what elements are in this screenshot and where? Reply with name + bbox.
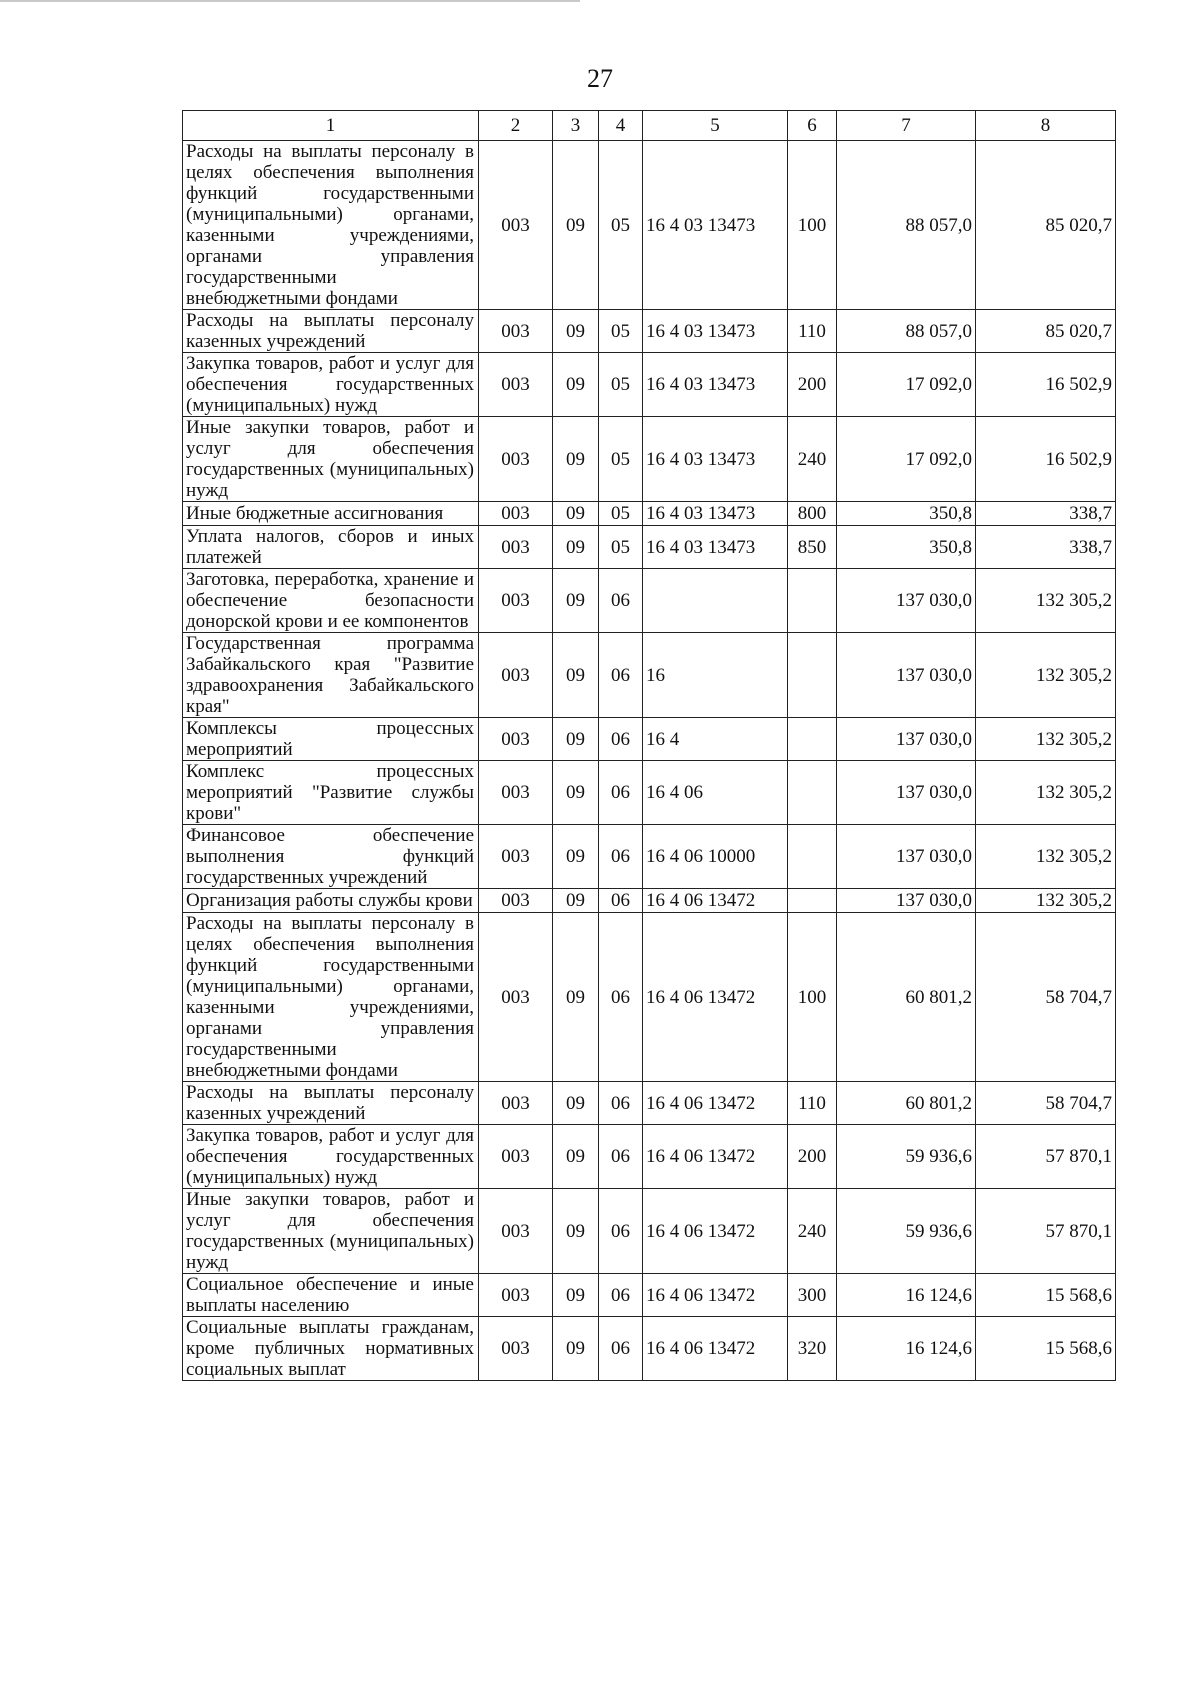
table-row <box>183 569 1116 633</box>
row-csr-cell: 16 4 03 13473 <box>643 417 788 502</box>
row-sum-2023-cell: 60 801,2 <box>837 1082 976 1125</box>
row-csr-cell: 16 4 06 13472 <box>643 889 788 913</box>
row-vr-cell <box>788 889 837 913</box>
row-vr-cell <box>788 569 837 633</box>
row-csr-cell: 16 4 06 13472 <box>643 913 788 1082</box>
row-pr-cell: 05 <box>599 141 643 310</box>
row-csr-cell <box>643 569 788 633</box>
row-pr-cell: 06 <box>599 1189 643 1274</box>
table-row <box>183 526 1116 569</box>
row-pr-cell: 06 <box>599 825 643 889</box>
table-row <box>183 825 1116 889</box>
row-rz-cell: 09 <box>553 141 599 310</box>
row-sum-2023-cell: 16 124,6 <box>837 1274 976 1317</box>
row-sum-2024-cell: 58 704,7 <box>976 1082 1116 1125</box>
row-rz-cell: 09 <box>553 633 599 718</box>
row-sum-2023-cell: 137 030,0 <box>837 825 976 889</box>
row-sum-2024-cell: 132 305,2 <box>976 718 1116 761</box>
row-vr-cell: 200 <box>788 353 837 417</box>
row-name-cell: Комплексы процессных мероприятий <box>183 718 479 761</box>
row-pr-cell: 06 <box>599 1317 643 1381</box>
row-sum-2023-cell: 17 092,0 <box>837 353 976 417</box>
row-sum-2024-cell: 58 704,7 <box>976 913 1116 1082</box>
row-csr-cell: 16 4 <box>643 718 788 761</box>
row-rz-cell: 09 <box>553 1125 599 1189</box>
row-name-cell: Расходы на выплаты персоналу казенных учреждений <box>183 310 479 353</box>
column-header: 6 <box>788 111 837 141</box>
row-rz-cell: 09 <box>553 889 599 913</box>
row-csr-cell: 16 4 03 13473 <box>643 502 788 526</box>
row-vr-cell <box>788 761 837 825</box>
row-gr-cell: 003 <box>479 1274 553 1317</box>
table-row <box>183 310 1116 353</box>
row-pr-cell: 06 <box>599 1274 643 1317</box>
row-csr-cell: 16 4 06 13472 <box>643 1317 788 1381</box>
row-vr-cell: 850 <box>788 526 837 569</box>
row-name-cell: Социальные выплаты гражданам, кроме публичных нормативных социальных выплат <box>183 1317 479 1381</box>
row-rz-cell: 09 <box>553 913 599 1082</box>
row-gr-cell: 003 <box>479 913 553 1082</box>
row-pr-cell: 06 <box>599 889 643 913</box>
row-name-cell: Закупка товаров, работ и услуг для обеспечения государственных (муниципальных) нужд <box>183 353 479 417</box>
row-gr-cell: 003 <box>479 761 553 825</box>
row-name-cell: Социальное обеспечение и иные выплаты населению <box>183 1274 479 1317</box>
table-row <box>183 1189 1116 1274</box>
row-sum-2023-cell: 137 030,0 <box>837 761 976 825</box>
row-csr-cell: 16 4 03 13473 <box>643 310 788 353</box>
row-gr-cell: 003 <box>479 569 553 633</box>
row-pr-cell: 06 <box>599 1082 643 1125</box>
row-csr-cell: 16 4 06 13472 <box>643 1189 788 1274</box>
row-pr-cell: 06 <box>599 761 643 825</box>
row-vr-cell: 240 <box>788 417 837 502</box>
row-pr-cell: 06 <box>599 633 643 718</box>
row-pr-cell: 05 <box>599 353 643 417</box>
row-gr-cell: 003 <box>479 718 553 761</box>
row-sum-2024-cell: 85 020,7 <box>976 310 1116 353</box>
row-sum-2024-cell: 132 305,2 <box>976 569 1116 633</box>
row-gr-cell: 003 <box>479 1317 553 1381</box>
row-vr-cell: 110 <box>788 1082 837 1125</box>
table-row <box>183 913 1116 1082</box>
row-csr-cell: 16 4 06 13472 <box>643 1082 788 1125</box>
row-sum-2023-cell: 350,8 <box>837 502 976 526</box>
row-sum-2023-cell: 137 030,0 <box>837 633 976 718</box>
table-row <box>183 417 1116 502</box>
row-pr-cell: 05 <box>599 310 643 353</box>
row-vr-cell <box>788 718 837 761</box>
row-gr-cell: 003 <box>479 502 553 526</box>
header-row <box>183 111 1116 141</box>
row-name-cell: Иные бюджетные ассигнования <box>183 502 479 526</box>
page-number: 27 <box>587 64 613 93</box>
row-rz-cell: 09 <box>553 569 599 633</box>
row-sum-2024-cell: 15 568,6 <box>976 1274 1116 1317</box>
row-csr-cell: 16 4 06 13472 <box>643 1125 788 1189</box>
row-sum-2023-cell: 137 030,0 <box>837 889 976 913</box>
row-gr-cell: 003 <box>479 1082 553 1125</box>
row-gr-cell: 003 <box>479 633 553 718</box>
column-header: 3 <box>553 111 599 141</box>
row-gr-cell: 003 <box>479 310 553 353</box>
row-rz-cell: 09 <box>553 1317 599 1381</box>
row-pr-cell: 06 <box>599 1125 643 1189</box>
row-vr-cell: 300 <box>788 1274 837 1317</box>
row-gr-cell: 003 <box>479 141 553 310</box>
row-sum-2024-cell: 57 870,1 <box>976 1189 1116 1274</box>
row-pr-cell: 06 <box>599 913 643 1082</box>
row-vr-cell <box>788 633 837 718</box>
row-sum-2024-cell: 132 305,2 <box>976 761 1116 825</box>
row-sum-2023-cell: 350,8 <box>837 526 976 569</box>
row-pr-cell: 06 <box>599 569 643 633</box>
row-sum-2024-cell: 132 305,2 <box>976 889 1116 913</box>
row-sum-2023-cell: 16 124,6 <box>837 1317 976 1381</box>
table-row <box>183 633 1116 718</box>
row-rz-cell: 09 <box>553 718 599 761</box>
row-name-cell: Финансовое обеспечение выполнения функций государственных учреждений <box>183 825 479 889</box>
row-vr-cell: 100 <box>788 913 837 1082</box>
table-row <box>183 761 1116 825</box>
column-header: 8 <box>976 111 1116 141</box>
row-sum-2024-cell: 338,7 <box>976 526 1116 569</box>
row-gr-cell: 003 <box>479 1125 553 1189</box>
row-rz-cell: 09 <box>553 417 599 502</box>
row-gr-cell: 003 <box>479 417 553 502</box>
row-name-cell: Иные закупки товаров, работ и услуг для обеспечения государственных (муниципальных) нужд <box>183 417 479 502</box>
row-sum-2024-cell: 16 502,9 <box>976 353 1116 417</box>
row-vr-cell: 800 <box>788 502 837 526</box>
row-sum-2023-cell: 59 936,6 <box>837 1189 976 1274</box>
row-pr-cell: 05 <box>599 417 643 502</box>
table-row <box>183 502 1116 526</box>
row-name-cell: Комплекс процессных мероприятий "Развитие службы крови" <box>183 761 479 825</box>
table-row <box>183 718 1116 761</box>
row-gr-cell: 003 <box>479 889 553 913</box>
row-sum-2023-cell: 88 057,0 <box>837 310 976 353</box>
row-sum-2024-cell: 16 502,9 <box>976 417 1116 502</box>
row-csr-cell: 16 4 03 13473 <box>643 353 788 417</box>
row-name-cell: Расходы на выплаты персоналу казенных учреждений <box>183 1082 479 1125</box>
row-rz-cell: 09 <box>553 502 599 526</box>
row-sum-2023-cell: 59 936,6 <box>837 1125 976 1189</box>
table-row <box>183 141 1116 310</box>
row-rz-cell: 09 <box>553 526 599 569</box>
row-csr-cell: 16 4 06 <box>643 761 788 825</box>
row-rz-cell: 09 <box>553 761 599 825</box>
row-vr-cell <box>788 825 837 889</box>
row-gr-cell: 003 <box>479 1189 553 1274</box>
row-gr-cell: 003 <box>479 353 553 417</box>
row-sum-2024-cell: 132 305,2 <box>976 633 1116 718</box>
column-header: 4 <box>599 111 643 141</box>
table-row <box>183 889 1116 913</box>
row-name-cell: Уплата налогов, сборов и иных платежей <box>183 526 479 569</box>
table-row <box>183 1125 1116 1189</box>
row-csr-cell: 16 4 06 13472 <box>643 1274 788 1317</box>
column-header: 1 <box>183 111 479 141</box>
row-sum-2023-cell: 137 030,0 <box>837 718 976 761</box>
row-sum-2024-cell: 15 568,6 <box>976 1317 1116 1381</box>
table-body <box>183 111 1116 1381</box>
row-rz-cell: 09 <box>553 1082 599 1125</box>
table-row <box>183 353 1116 417</box>
scan-edge-line <box>0 0 580 2</box>
row-csr-cell: 16 4 06 10000 <box>643 825 788 889</box>
row-rz-cell: 09 <box>553 1274 599 1317</box>
row-sum-2024-cell: 85 020,7 <box>976 141 1116 310</box>
row-vr-cell: 100 <box>788 141 837 310</box>
row-name-cell: Государственная программа Забайкальского края "Развитие здравоохранения Забайкальского края" <box>183 633 479 718</box>
row-rz-cell: 09 <box>553 1189 599 1274</box>
row-vr-cell: 320 <box>788 1317 837 1381</box>
row-name-cell: Организация работы службы крови <box>183 889 479 913</box>
row-csr-cell: 16 4 03 13473 <box>643 526 788 569</box>
row-sum-2023-cell: 60 801,2 <box>837 913 976 1082</box>
row-name-cell: Расходы на выплаты персоналу в целях обеспечения выполнения функций государственными (муниципальными) органами, казенными учреждениями, органами управления государственными внебюджетными фондами <box>183 913 479 1082</box>
row-csr-cell: 16 <box>643 633 788 718</box>
row-sum-2023-cell: 137 030,0 <box>837 569 976 633</box>
row-name-cell: Расходы на выплаты персоналу в целях обеспечения выполнения функций государственными (муниципальными) органами, казенными учреждениями, органами управления государственными внебюджетными фондами <box>183 141 479 310</box>
row-name-cell: Иные закупки товаров, работ и услуг для обеспечения государственных (муниципальных) нужд <box>183 1189 479 1274</box>
table-row <box>183 1082 1116 1125</box>
row-name-cell: Закупка товаров, работ и услуг для обеспечения государственных (муниципальных) нужд <box>183 1125 479 1189</box>
table-row <box>183 1317 1116 1381</box>
row-csr-cell: 16 4 03 13473 <box>643 141 788 310</box>
table-row <box>183 1274 1116 1317</box>
budget-table <box>182 110 1116 1381</box>
column-header: 2 <box>479 111 553 141</box>
row-gr-cell: 003 <box>479 825 553 889</box>
row-rz-cell: 09 <box>553 310 599 353</box>
row-sum-2023-cell: 88 057,0 <box>837 141 976 310</box>
row-rz-cell: 09 <box>553 353 599 417</box>
row-pr-cell: 06 <box>599 718 643 761</box>
column-header: 7 <box>837 111 976 141</box>
row-sum-2024-cell: 338,7 <box>976 502 1116 526</box>
row-sum-2024-cell: 132 305,2 <box>976 825 1116 889</box>
row-pr-cell: 05 <box>599 502 643 526</box>
row-vr-cell: 240 <box>788 1189 837 1274</box>
row-pr-cell: 05 <box>599 526 643 569</box>
row-sum-2024-cell: 57 870,1 <box>976 1125 1116 1189</box>
row-gr-cell: 003 <box>479 526 553 569</box>
row-sum-2023-cell: 17 092,0 <box>837 417 976 502</box>
row-name-cell: Заготовка, переработка, хранение и обеспечение безопасности донорской крови и ее компонентов <box>183 569 479 633</box>
row-vr-cell: 200 <box>788 1125 837 1189</box>
column-header: 5 <box>643 111 788 141</box>
row-vr-cell: 110 <box>788 310 837 353</box>
row-rz-cell: 09 <box>553 825 599 889</box>
